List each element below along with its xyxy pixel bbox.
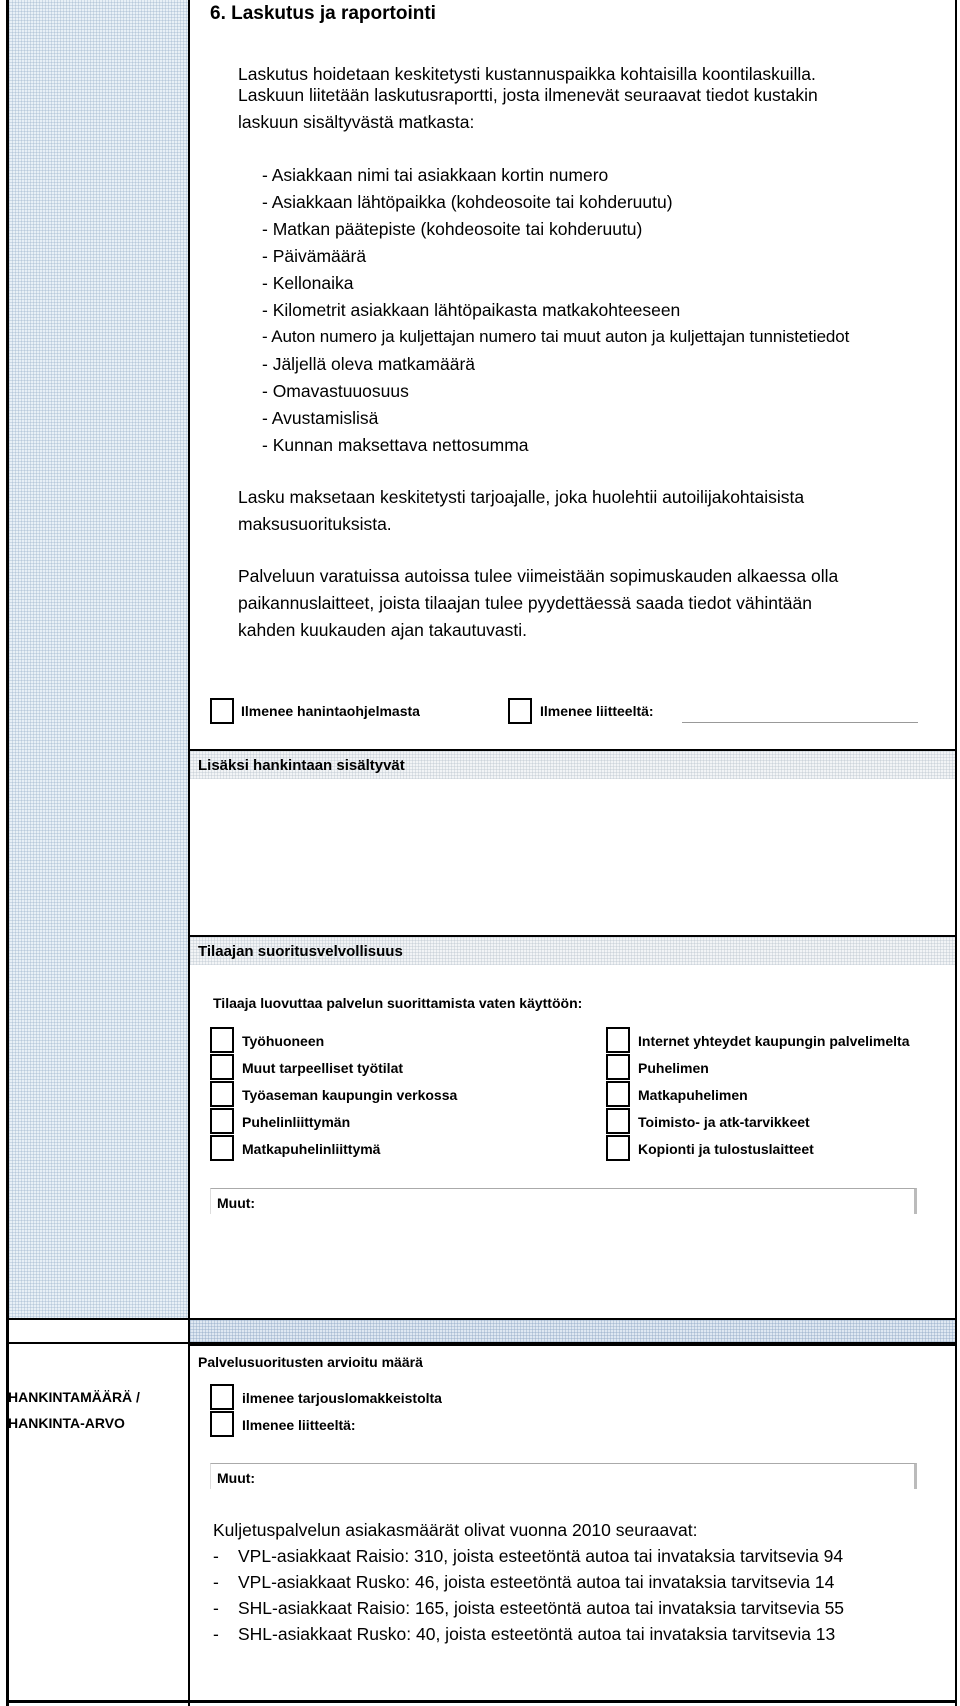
client-line: VPL-asiakkaat Raisio: 310, joista esteetöntä autoa tai invataksia tarvitsevia 94	[238, 1546, 844, 1566]
positioning-line-2: paikannuslaitteet, joista tilaajan tulee pyydettäessä saada tiedot vähintään	[238, 593, 813, 613]
lisaksi-title: Lisäksi hankintaan sisältyvät	[198, 757, 405, 774]
checkbox-label: Puhelinliittymän	[242, 1114, 351, 1130]
checkbox-matkapuhelimen[interactable]	[606, 1081, 630, 1107]
list-item: - Asiakkaan lähtöpaikka (kohdeosoite tai kohderuutu)	[262, 192, 673, 212]
hankinta-side-label-1: HANKINTAMÄÄRÄ /	[8, 1389, 140, 1405]
hankinta-title: Palvelusuoritusten arvioitu määrä	[198, 1354, 423, 1370]
checkbox-label: Työhuoneen	[242, 1033, 325, 1049]
checkbox-label: Kopionti ja tulostuslaitteet	[638, 1141, 814, 1157]
hankinta-top-border	[190, 1344, 955, 1346]
program-checkbox[interactable]	[210, 698, 234, 724]
hankinta-attachment-checkbox[interactable]	[210, 1411, 234, 1437]
tilaaja-title: Tilaajan suoritusvelvollisuus	[198, 943, 403, 960]
client-line: SHL-asiakkaat Raisio: 165, joista esteetöntä autoa tai invataksia tarvitsevia 55	[238, 1598, 845, 1618]
program-checkbox-label: Ilmenee hanintaohjelmasta	[241, 703, 420, 719]
intro-line-2: Laskuun liitetään laskutusraportti, josta ilmenevät seuraavat tiedot kustakin	[238, 85, 818, 105]
checkbox-label: Puhelimen	[638, 1060, 709, 1076]
hankinta-side-label-2: HANKINTA-ARVO	[8, 1415, 125, 1431]
list-item: - Matkan päätepiste (kohdeosoite tai kohderuutu)	[262, 219, 643, 239]
checkbox-internet[interactable]	[606, 1027, 630, 1053]
clients-intro: Kuljetuspalvelun asiakasmäärät olivat vuonna 2010 seuraavat:	[213, 1520, 698, 1540]
checkbox-kopionti[interactable]	[606, 1135, 630, 1161]
client-line-dash: -	[213, 1546, 219, 1566]
checkbox-label: Työaseman kaupungin verkossa	[242, 1087, 458, 1103]
checkbox-label: Matkapuhelinliittymä	[242, 1141, 381, 1157]
checkbox-puhelinliittyma[interactable]	[210, 1108, 234, 1134]
checkbox-tarvikkeet[interactable]	[606, 1108, 630, 1134]
frame-border-right	[955, 0, 957, 1706]
checkbox-puhelimen[interactable]	[606, 1054, 630, 1080]
left-margin-panel	[9, 0, 189, 1320]
tilaaja-muut-field[interactable]	[210, 1188, 917, 1214]
positioning-line-1: Palveluun varatuissa autoissa tulee viimeistään sopimuskauden alkaessa olla	[238, 566, 839, 586]
list-item: - Jäljellä oleva matkamäärä	[262, 354, 476, 374]
attachment-checkbox-label: Ilmenee liitteeltä:	[540, 703, 654, 719]
frame-border-left	[6, 0, 9, 1706]
attachment-checkbox[interactable]	[508, 698, 532, 724]
list-item: - Kilometrit asiakkaan lähtöpaikasta matkakohteeseen	[262, 300, 681, 320]
positioning-line-3: kahden kuukauden ajan takautuvasti.	[238, 620, 527, 640]
client-line: SHL-asiakkaat Rusko: 40, joista esteetöntä autoa tai invataksia tarvitsevia 13	[238, 1624, 836, 1644]
section-heading: 6. Laskutus ja raportointi	[210, 3, 436, 24]
checkbox-tyoasema[interactable]	[210, 1081, 234, 1107]
hankinta-muut-field[interactable]	[210, 1463, 917, 1489]
intro-line-3: laskuun sisältyvästä matkasta:	[238, 112, 475, 132]
client-line-dash: -	[213, 1598, 219, 1618]
checkbox-label: Matkapuhelimen	[638, 1087, 748, 1103]
list-item: - Asiakkaan nimi tai asiakkaan kortin numero	[262, 165, 609, 185]
offer-checkbox[interactable]	[210, 1384, 234, 1410]
list-item: - Kunnan maksettava nettosumma	[262, 435, 529, 455]
checkbox-tyotilat[interactable]	[210, 1054, 234, 1080]
checkbox-matkapuhelinliittyma[interactable]	[210, 1135, 234, 1161]
payment-line-1: Lasku maksetaan keskitetysti tarjoajalle, joka huolehtii autoilijakohtaisista	[238, 487, 805, 507]
list-item: - Avustamislisä	[262, 408, 379, 428]
muut-label: Muut:	[217, 1470, 256, 1486]
hankinta-attachment-label: Ilmenee liitteeltä:	[242, 1417, 356, 1433]
muut-label: Muut:	[217, 1195, 256, 1211]
checkbox-label: Muut tarpeelliset työtilat	[242, 1060, 404, 1076]
intro-line-1: Laskutus hoidetaan keskitetysti kustannuspaikka kohtaisilla koontilaskuilla.	[238, 64, 816, 84]
tilaaja-section-header	[190, 935, 955, 965]
lisaksi-section-header	[190, 749, 955, 779]
offer-checkbox-label: ilmenee tarjouslomakkeistolta	[242, 1390, 442, 1406]
tilaaja-intro: Tilaaja luovuttaa palvelun suorittamista vaten käyttöön:	[213, 995, 583, 1011]
lisaksi-content-area[interactable]	[190, 779, 955, 934]
checkbox-tyohuoneen[interactable]	[210, 1027, 234, 1053]
frame-border-bottom	[6, 1700, 957, 1703]
list-item: - Auton numero ja kuljettajan numero tai muut auton ja kuljettajan tunnistetiedot	[262, 327, 850, 346]
list-item: - Päivämäärä	[262, 246, 367, 266]
payment-line-2: maksusuorituksista.	[238, 514, 392, 534]
checkbox-label: Toimisto- ja atk-tarvikkeet	[638, 1114, 810, 1130]
section-separator	[9, 1318, 955, 1344]
client-line-dash: -	[213, 1572, 219, 1592]
attachment-field[interactable]	[682, 722, 918, 723]
client-line: VPL-asiakkaat Rusko: 46, joista esteetöntä autoa tai invataksia tarvitsevia 14	[238, 1572, 835, 1592]
list-item: - Kellonaika	[262, 273, 354, 293]
checkbox-label: Internet yhteydet kaupungin palvelimelta	[638, 1033, 910, 1049]
list-item: - Omavastuuosuus	[262, 381, 409, 401]
client-line-dash: -	[213, 1624, 219, 1644]
